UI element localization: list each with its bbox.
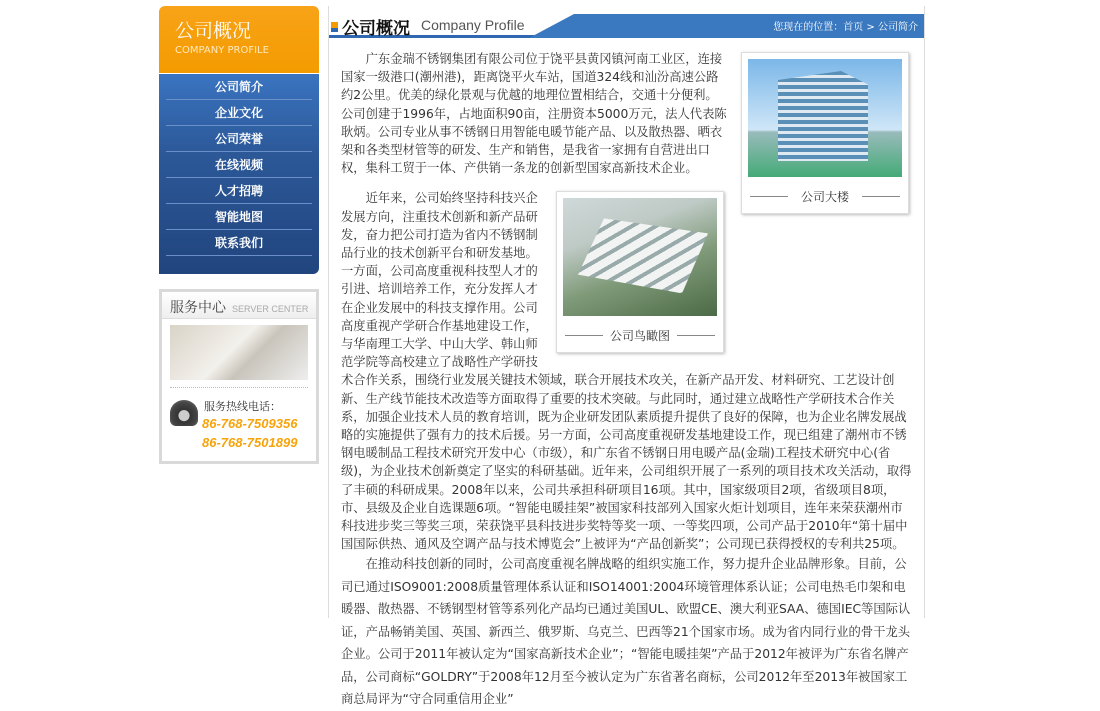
page-title: 公司概况 — [342, 19, 410, 39]
service-center — [159, 289, 319, 464]
sidebar-item-contact[interactable]: 联系我们 — [166, 230, 312, 256]
image-caption: 公司鸟瞰图 — [563, 327, 717, 345]
page-title-en: Company Profile — [421, 17, 525, 33]
breadcrumb[interactable]: 您现在的位置：首页 > 公司简介 — [773, 22, 918, 33]
main-content — [328, 6, 925, 707]
image-card-aerial[interactable] — [556, 191, 724, 353]
image-card-building[interactable] — [741, 52, 909, 214]
sidebar-title: 公司概况 — [175, 20, 252, 42]
sidebar-item-jobs[interactable]: 人才招聘 — [166, 178, 312, 204]
sidebar-item-company-intro[interactable]: 公司简介 — [166, 74, 312, 100]
phone-number-2: 86-768-7501899 — [202, 435, 298, 450]
sidebar-item-honors[interactable]: 公司荣誉 — [166, 126, 312, 152]
sidebar-header — [159, 6, 319, 73]
paragraph: 近年来，公司始终坚持科技兴企发展方向，注重技术创新和新产品研发，奋力把公司打造为省内不锈钢制品行业的技术创新平台和研发基地。一方面，公司高度重视科技型人才的引进、培训培养工作，充分发挥人才在企业发展中的科技支撑作用。公司高度重视产学研合作基地建设工作，与华南理工大学、中山大学、韩山师范学院等高校建立了战略性产学研技术合作关系，围绕行业发展关键技术领域，联合开展技术攻关，在新产品开发、材料研究、工艺设计创新、生产线节能技术改造等方面取得了重要的技术突破。与此同时，通过建立战略性产学研技术合作关系，加强企业技术人员的教育培训，既为企业研发团队素质提升提供了良好的保障，也为企业名牌发展战略的实施提供了强有力的技术后援。另一方面，公司高度重视研发基地建设工作，现已组建了潮州市不锈钢电暖制品工程技术研究开发中心（市级），和广东省不锈钢日用电暖产品(金瑞)工程技术研究中心(省级)，为企业技术创新奠定了坚实的科研基础。近年来，公司组织开展了一系列的项目技术攻关活动，取得了丰硕的科研成果。2008年以来，公司共承担科研项目16项。其中，国家级项目2项，省级项目8项，市、县级及企业自选课题6项。“智能电暖挂架”被国家科技部列入国家火炬计划项目，连年来荣获潮州市科技进步奖三等奖三项，荣获饶平县科技进步奖特等奖一项、一等奖四项，公司产品于2010年“第十届中国国际供热、通风及空调产品与技术博览会”上被评为“产品创新奖”；公司现已获得授权的专利共25项。 — [341, 191, 912, 552]
sidebar-item-video[interactable]: 在线视频 — [166, 152, 312, 178]
paragraph: 在推动科技创新的同时，公司高度重视名牌战略的组织实施工作，努力提升企业品牌形象。目前，公司已通过ISO9001:2008质量管理体系认证和ISO14001:2004环境管理体系认证；公司电热毛巾架和电暖器、散热器、不锈钢型材管等系列化产品均已通过美国UL、欧盟CE、澳大利亚SAA、德国IEC等国际认证，产品畅销美国、英国、新西兰、俄罗斯、乌克兰、巴西等21个国家市场。成为省内同行业的骨干龙头企业。公司于2011年被认定为“国家高新技术企业”；“智能电暖挂架”产品于2012年被评为广东省名牌产品，公司商标“GOLDRY”于2008年12月至今被认定为广东省著名商标，公司2012年至2013年被国家工商总局评为“守合同重信用企业” — [341, 557, 911, 707]
telephone-icon — [170, 400, 198, 426]
service-header — [162, 292, 316, 319]
article — [329, 38, 924, 711]
sidebar — [159, 6, 319, 274]
image-caption: 公司大楼 — [748, 188, 902, 206]
service-title: 服务中心 — [170, 300, 226, 316]
service-subtitle: SERVER CENTER — [232, 304, 309, 314]
sidebar-nav — [159, 74, 319, 274]
divider — [170, 387, 308, 388]
phone-number-1: 86-768-7509356 — [202, 416, 298, 431]
hotline-label: 服务热线电话： — [204, 400, 281, 413]
bullet-icon-lower — [331, 28, 338, 32]
sidebar-subtitle: COMPANY PROFILE — [175, 45, 269, 56]
content-header — [329, 6, 924, 38]
sidebar-item-culture[interactable]: 企业文化 — [166, 100, 312, 126]
office-image — [170, 325, 308, 380]
building-photo — [748, 59, 902, 177]
paragraph: 广东金瑞不锈钢集团有限公司位于饶平县黄冈镇河南工业区，连接国家一级港口(潮州港)，距离饶平火车站，国道324线和汕汾高速公路约2公里。优美的绿化景观与优越的地理位置相结合，交通十分便利。公司创建于1996年，占地面积90亩，注册资本5000万元，法人代表陈耿炳。公司专业从事不锈钢日用智能电暖节能产品、以及散热器、晒衣架和各类型材管等的研发、生产和销售，是我省一家拥有自营进出口权，集科工贸于一体、产供销一条龙的创新型国家高新技术企业。 — [341, 52, 727, 176]
sidebar-item-map[interactable]: 智能地图 — [166, 204, 312, 230]
aerial-photo — [563, 198, 717, 316]
